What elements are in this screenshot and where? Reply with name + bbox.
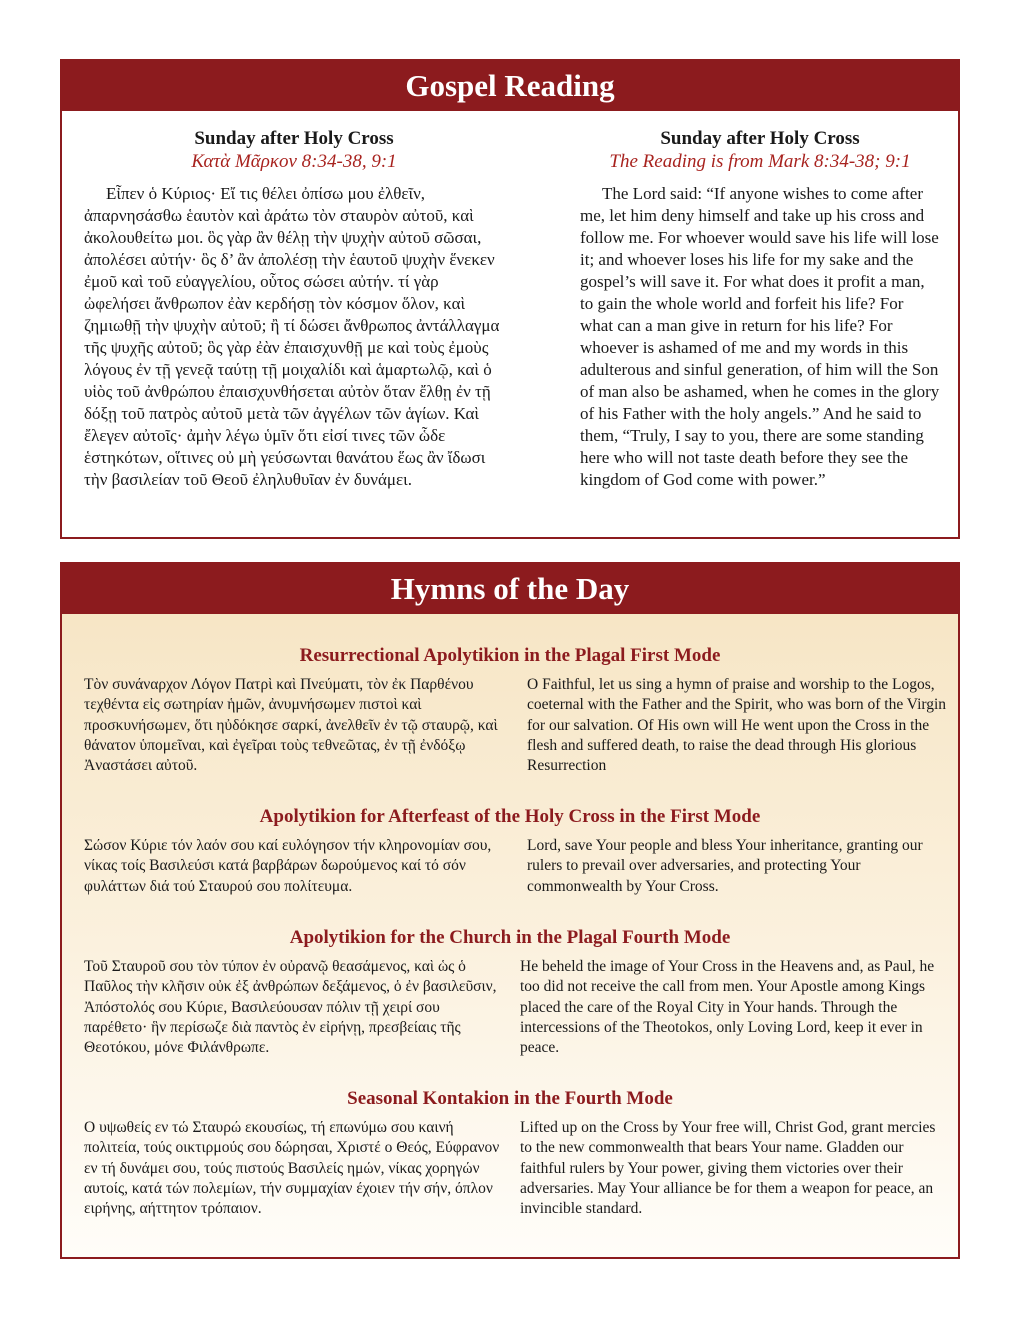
hymn-title: Resurrectional Apolytikion in the Plagal First Mode [299,645,721,666]
gospel-greek-title: Sunday after Holy Cross [194,128,394,149]
gospel-reading-heading: Gospel Reading [62,61,958,111]
hymn-english-text: Lifted up on the Cross by Your free will, Christ God, grant mercies to the new commonwealth that bears Your name. Gladden our faithful rulers by Your power, giving them victories over their adversaries. May Your alliance be for them a weapon for peace, an invincible standard. [520,1119,936,1218]
hymn-english-text: He beheld the image of Your Cross in the Heavens and, as Paul, he too did not receive the call from men. Your Apostle among Kings placed the care of the Royal City in Your hands. Through the intercessions of the Theotokos, only Loving Lord, keep it ever in peace. [520,958,935,1057]
gospel-english-column [580,127,940,491]
gospel-greek-column [84,127,504,491]
gospel-english-title: Sunday after Holy Cross [660,128,860,149]
hymn-greek-text: Σώσον Κύριε τόν λαόν σου καί ευλόγησον τήν κληρονομίαν σου, νίκας τοίς Βασιλεύσι κατά βαρβάρων δωρούμενος καί τό σόν φυλάττων διά τού Σταυρού σου πολίτευμα. [84,837,492,895]
hymn-english-text: Lord, save Your people and bless Your inheritance, granting our rulers to prevail over adversaries, and protecting Your commonwealth by Your Cross. [527,837,923,895]
gospel-english-text: The Lord said: “If anyone wishes to come after me, let him deny himself and take up his cross and follow me. For whoever would save his life will lose it; and whoever loses his life for my sake and the gospel’s will save it. For what does it profit a man, to gain the whole world and forfeit his life? For what can a man give in return for his life? For whoever is ashamed of me and my words in this adulterous and sinful generation, of him will the Son of man also be ashamed, when he comes in the glory of his Father with the holy angels.” And he said to them, “Truly, I say to you, there are some standing here who will not taste death before they see the kingdom of God come with power.” [580,184,940,489]
gospel-english-reference: The Reading is from Mark 8:34-38; 9:1 [609,151,911,172]
hymns-section [60,562,960,1259]
hymn-greek-text: Ο υψωθείς εν τώ Σταυρώ εκουσίως, τή επωνύμω σου καινή πολιτεία, τούς οικτιρμούς σου δώρησαι, Χριστέ ο Θεός, Εύφρανον εν τή δυνάμει σου, τούς πιστούς Βασιλείς ημών, νίκας χορηγών αυτοίς, κατά τών πολεμίων, τήν συμμαχίαν έχοιεν τήν σήν, όπλον ειρήνης, αήττητον τρόπαιον. [84,1119,500,1218]
hymn-english-text: O Faithful, let us sing a hymn of praise and worship to the Logos, coeternal with the Father and the Spirit, who was born of the Virgin for our salvation. Of His own will He went upon the Cross in the flesh and suffered death, to raise the dead through His glorious Resurrection [527,676,947,775]
hymn-title: Apolytikion for Afterfeast of the Holy Cross in the First Mode [259,806,761,827]
hymn-title: Seasonal Kontakion in the Fourth Mode [347,1088,673,1109]
gospel-reading-section [60,59,960,539]
gospel-greek-text: Εἶπεν ὁ Κύριος· Εἴ τις θέλει ὀπίσω μου ἐλθεῖν, ἀπαρνησάσθω ἑαυτὸν καὶ ἀράτω τὸν σταυρὸν αὐτοῦ, καὶ ἀκολουθείτω μοι. ὃς γὰρ ἂν θέλῃ τὴν ψυχὴν αὐτοῦ σῶσαι, ἀπολέσει αὐτήν· ὃς δ’ ἂν ἀπολέσῃ τὴν ἑαυτοῦ ψυχὴν ἕνεκεν ἐμοῦ καὶ τοῦ εὐαγγελίου, οὗτος σώσει αὐτήν. τί γὰρ ὠφελήσει ἄνθρωπον ἐὰν κερδήσῃ τὸν κόσμον ὅλον, καὶ ζημιωθῇ τὴν ψυχὴν αὐτοῦ; ἢ τί δώσει ἄνθρωπος ἀντάλλαγμα τῆς ψυχῆς αὐτοῦ; ὃς γὰρ ἐὰν ἐπαισχυνθῇ με καὶ τοὺς ἐμοὺς λόγους ἐν τῇ γενεᾷ ταύτῃ τῇ μοιχαλίδι καὶ ἁμαρτωλῷ, καὶ ὁ υἱὸς τοῦ ἀνθρώπου ἐπαισχυνθήσεται αὐτὸν ὅταν ἔλθῃ ἐν τῇ δόξῃ τοῦ πατρὸς αὐτοῦ μετὰ τῶν ἀγγέλων τῶν ἁγίων. Καὶ ἔλεγεν αὐτοῖς· ἀμὴν λέγω ὑμῖν ὅτι εἰσί τινες τῶν ὧδε ἑστηκότων, οἵτινες οὐ μὴ γεύσωνται θανάτου ἕως ἂν ἴδωσι τὴν βασιλείαν τοῦ Θεοῦ ἐληλυθυῖαν ἐν δυνάμει. [84,184,500,489]
hymn-greek-text: Τὸν συνάναρχον Λόγον Πατρὶ καὶ Πνεύματι, τὸν ἐκ Παρθένου τεχθέντα εἰς σωτηρίαν ἡμῶν, ἀνυμνήσωμεν πιστοὶ καὶ προσκυνήσωμεν, ὅτι ηὐδόκησε σαρκί, ἀνελθεῖν ἐν τῷ σταυρῷ, καὶ θάνατον ὑπομεῖναι, καὶ ἐγεῖραι τοὺς τεθνεῶτας, ἐν τῇ ἐνδόξῳ Ἀναστάσει αὐτοῦ. [84,676,498,775]
hymn-greek-text: Τοῦ Σταυροῦ σου τὸν τύπον ἐν οὐρανῷ θεασάμενος, καὶ ὡς ὁ Παῦλος τὴν κλῆσιν οὐκ ἐξ ἀνθρώπων δεξάμενος, ὁ ἐν βασιλεῦσιν, Ἀπόστολός σου Κύριε, Βασιλεύουσαν πόλιν τῇ χειρί σου παρέθετο· ἣν περίσωζε διὰ παντὸς ἐν εἰρήνῃ, πρεσβείαις τῆς Θεοτόκου, μόνε Φιλάνθρωπε. [84,958,497,1057]
hymn-title: Apolytikion for the Church in the Plagal Fourth Mode [289,927,731,948]
gospel-greek-reference: Κατὰ Μᾶρκον 8:34-38, 9:1 [191,151,397,172]
hymns-heading: Hymns of the Day [62,564,958,614]
